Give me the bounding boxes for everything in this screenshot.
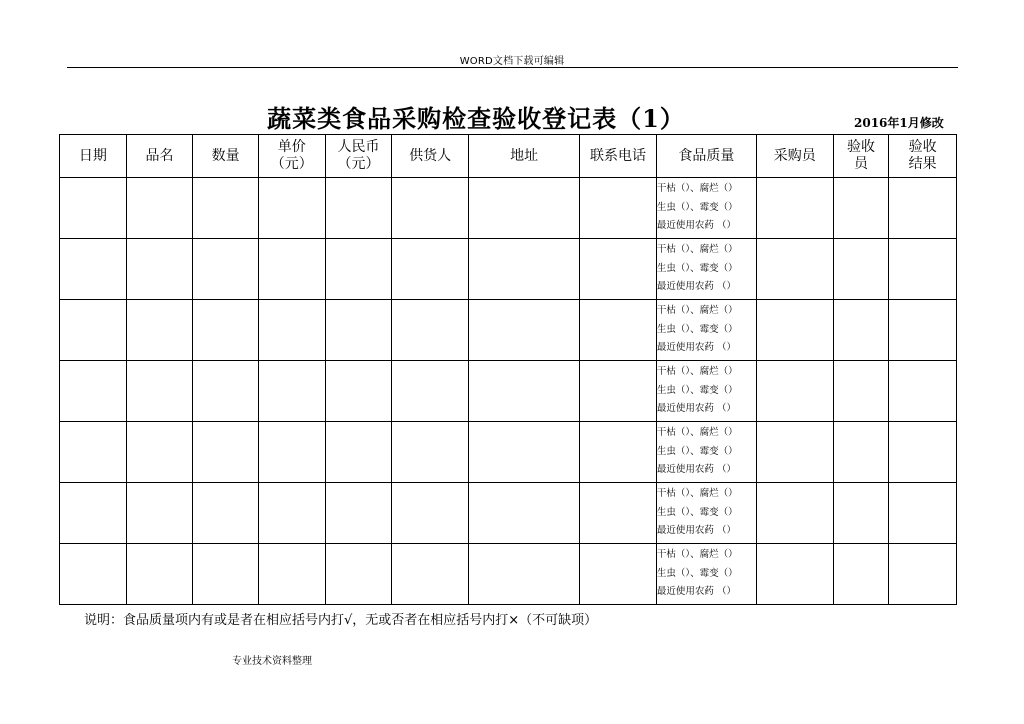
inspector-cell[interactable] xyxy=(833,300,889,361)
quality-cell xyxy=(656,422,756,483)
col-amount-header xyxy=(325,135,392,178)
quality-option[interactable]: 生虫（）、霉变（） xyxy=(656,384,738,396)
col-address-header xyxy=(469,135,580,178)
amount-cell[interactable] xyxy=(325,483,392,544)
date-cell[interactable] xyxy=(60,239,127,300)
quality-option[interactable]: 干枯（）、腐烂（） xyxy=(656,244,738,256)
supplier-cell[interactable] xyxy=(392,422,469,483)
unit-price-cell[interactable] xyxy=(258,544,325,605)
quality-option[interactable]: 最近使用农药 （） xyxy=(656,525,736,537)
phone-cell[interactable] xyxy=(580,178,657,239)
phone-cell[interactable] xyxy=(580,544,657,605)
quality-cell xyxy=(656,178,756,239)
buyer-cell[interactable] xyxy=(756,178,833,239)
phone-cell[interactable] xyxy=(580,239,657,300)
quality-option[interactable]: 最近使用农药 （） xyxy=(656,342,736,354)
quality-option[interactable]: 生虫（）、霉变（） xyxy=(656,323,738,335)
inspector-cell[interactable] xyxy=(833,483,889,544)
quantity-cell[interactable] xyxy=(193,422,259,483)
inspector-cell[interactable] xyxy=(833,422,889,483)
table-row xyxy=(60,239,957,300)
inspector-cell[interactable] xyxy=(833,239,889,300)
date-cell[interactable] xyxy=(60,300,127,361)
unit-price-cell[interactable] xyxy=(258,361,325,422)
quality-cell xyxy=(656,300,756,361)
col-item-name-header xyxy=(126,135,193,178)
unit-price-cell[interactable] xyxy=(258,300,325,361)
quantity-cell[interactable] xyxy=(193,544,259,605)
col-phone-header xyxy=(580,135,657,178)
quantity-cell[interactable] xyxy=(193,361,259,422)
buyer-cell[interactable] xyxy=(756,422,833,483)
result-cell[interactable] xyxy=(889,422,957,483)
supplier-cell[interactable] xyxy=(392,361,469,422)
header-label: 日期 xyxy=(78,147,107,164)
header-label: 联系电话 xyxy=(590,147,647,164)
table-header-row xyxy=(60,135,957,178)
header-label: 验收 结果 xyxy=(908,139,937,172)
col-unit-price-header xyxy=(258,135,325,178)
quality-option[interactable]: 生虫（）、霉变（） xyxy=(656,262,738,274)
result-cell[interactable] xyxy=(889,361,957,422)
quality-option[interactable]: 最近使用农药 （） xyxy=(656,281,736,293)
registration-table xyxy=(59,134,957,605)
header-label: 地址 xyxy=(510,147,539,164)
supplier-cell[interactable] xyxy=(392,483,469,544)
quality-option[interactable]: 最近使用农药 （） xyxy=(656,220,736,232)
item-name-cell[interactable] xyxy=(126,422,193,483)
address-cell[interactable] xyxy=(469,483,580,544)
amount-cell[interactable] xyxy=(325,544,392,605)
address-cell[interactable] xyxy=(469,544,580,605)
quality-option[interactable]: 干枯（）、腐烂（） xyxy=(656,366,738,378)
buyer-cell[interactable] xyxy=(756,483,833,544)
buyer-cell[interactable] xyxy=(756,361,833,422)
quantity-cell[interactable] xyxy=(193,178,259,239)
col-buyer-header xyxy=(756,135,833,178)
quality-cell xyxy=(656,239,756,300)
unit-price-cell[interactable] xyxy=(258,239,325,300)
item-name-cell[interactable] xyxy=(126,483,193,544)
header-label: 供货人 xyxy=(409,147,452,164)
header-label: 品名 xyxy=(145,147,174,164)
inspector-cell[interactable] xyxy=(833,544,889,605)
amount-cell[interactable] xyxy=(325,178,392,239)
header-label: 单价 （元） xyxy=(270,139,313,172)
amount-cell[interactable] xyxy=(325,300,392,361)
unit-price-cell[interactable] xyxy=(258,483,325,544)
form-title: 蔬菜类食品采购检查验收登记表（1） xyxy=(267,104,685,133)
amount-cell[interactable] xyxy=(325,422,392,483)
quality-option[interactable]: 干枯（）、腐烂（） xyxy=(656,427,738,439)
quality-option[interactable]: 干枯（）、腐烂（） xyxy=(656,183,738,195)
revision-date: 2016年1月修改 xyxy=(854,116,944,130)
header-label: 采购员 xyxy=(773,147,816,164)
phone-cell[interactable] xyxy=(580,361,657,422)
table-row xyxy=(60,300,957,361)
inspector-cell[interactable] xyxy=(833,178,889,239)
amount-cell[interactable] xyxy=(325,239,392,300)
quality-option[interactable]: 最近使用农药 （） xyxy=(656,464,736,476)
page-header: WORD文档下载可编辑 xyxy=(459,56,565,67)
address-cell[interactable] xyxy=(469,422,580,483)
address-cell[interactable] xyxy=(469,239,580,300)
page-footer: 专业技术资料整理 xyxy=(232,656,312,667)
date-cell[interactable] xyxy=(60,361,127,422)
table-body xyxy=(60,178,957,605)
quantity-cell[interactable] xyxy=(193,483,259,544)
address-cell[interactable] xyxy=(469,361,580,422)
date-cell[interactable] xyxy=(60,178,127,239)
header-label: 食品质量 xyxy=(678,147,735,164)
quality-option[interactable]: 干枯（）、腐烂（） xyxy=(656,549,738,561)
col-result-header xyxy=(889,135,957,178)
date-cell[interactable] xyxy=(60,422,127,483)
quality-option[interactable]: 生虫（）、霉变（） xyxy=(656,567,738,579)
buyer-cell[interactable] xyxy=(756,544,833,605)
quality-option[interactable]: 干枯（）、腐烂（） xyxy=(656,305,738,317)
instruction-note: 说明：食品质量项内有或是者在相应括号内打√，无或否者在相应括号内打×（不可缺项） xyxy=(84,613,598,628)
quality-option[interactable]: 最近使用农药 （） xyxy=(656,403,736,415)
table-row xyxy=(60,544,957,605)
buyer-cell[interactable] xyxy=(756,300,833,361)
item-name-cell[interactable] xyxy=(126,544,193,605)
result-cell[interactable] xyxy=(889,544,957,605)
result-cell[interactable] xyxy=(889,178,957,239)
quality-option[interactable]: 生虫（）、霉变（） xyxy=(656,201,738,213)
header-label: 人民币 （元） xyxy=(337,139,380,172)
quality-option[interactable]: 生虫（）、霉变（） xyxy=(656,445,738,457)
header-divider xyxy=(67,67,958,68)
unit-price-cell[interactable] xyxy=(258,178,325,239)
item-name-cell[interactable] xyxy=(126,300,193,361)
quality-option[interactable]: 生虫（）、霉变（） xyxy=(656,506,738,518)
item-name-cell[interactable] xyxy=(126,239,193,300)
supplier-cell[interactable] xyxy=(392,239,469,300)
item-name-cell[interactable] xyxy=(126,361,193,422)
header-label: 验收 员 xyxy=(846,139,875,172)
address-cell[interactable] xyxy=(469,178,580,239)
supplier-cell[interactable] xyxy=(392,300,469,361)
unit-price-cell[interactable] xyxy=(258,422,325,483)
col-quantity-header xyxy=(193,135,259,178)
header-label: 数量 xyxy=(211,147,240,164)
phone-cell[interactable] xyxy=(580,483,657,544)
table-row xyxy=(60,361,957,422)
quality-cell xyxy=(656,483,756,544)
amount-cell[interactable] xyxy=(325,361,392,422)
col-inspector-header xyxy=(833,135,889,178)
col-supplier-header xyxy=(392,135,469,178)
quantity-cell[interactable] xyxy=(193,300,259,361)
item-name-cell[interactable] xyxy=(126,178,193,239)
supplier-cell[interactable] xyxy=(392,178,469,239)
quality-option[interactable]: 干枯（）、腐烂（） xyxy=(656,488,738,500)
quality-cell xyxy=(656,361,756,422)
quality-option[interactable]: 最近使用农药 （） xyxy=(656,586,736,598)
col-quality-header xyxy=(656,135,756,178)
col-date-header xyxy=(60,135,127,178)
date-cell[interactable] xyxy=(60,544,127,605)
quantity-cell[interactable] xyxy=(193,239,259,300)
phone-cell[interactable] xyxy=(580,422,657,483)
supplier-cell[interactable] xyxy=(392,544,469,605)
result-cell[interactable] xyxy=(889,239,957,300)
table-row xyxy=(60,178,957,239)
table-row xyxy=(60,483,957,544)
phone-cell[interactable] xyxy=(580,300,657,361)
inspector-cell[interactable] xyxy=(833,361,889,422)
date-cell[interactable] xyxy=(60,483,127,544)
result-cell[interactable] xyxy=(889,483,957,544)
buyer-cell[interactable] xyxy=(756,239,833,300)
address-cell[interactable] xyxy=(469,300,580,361)
table-row xyxy=(60,422,957,483)
result-cell[interactable] xyxy=(889,300,957,361)
quality-cell xyxy=(656,544,756,605)
